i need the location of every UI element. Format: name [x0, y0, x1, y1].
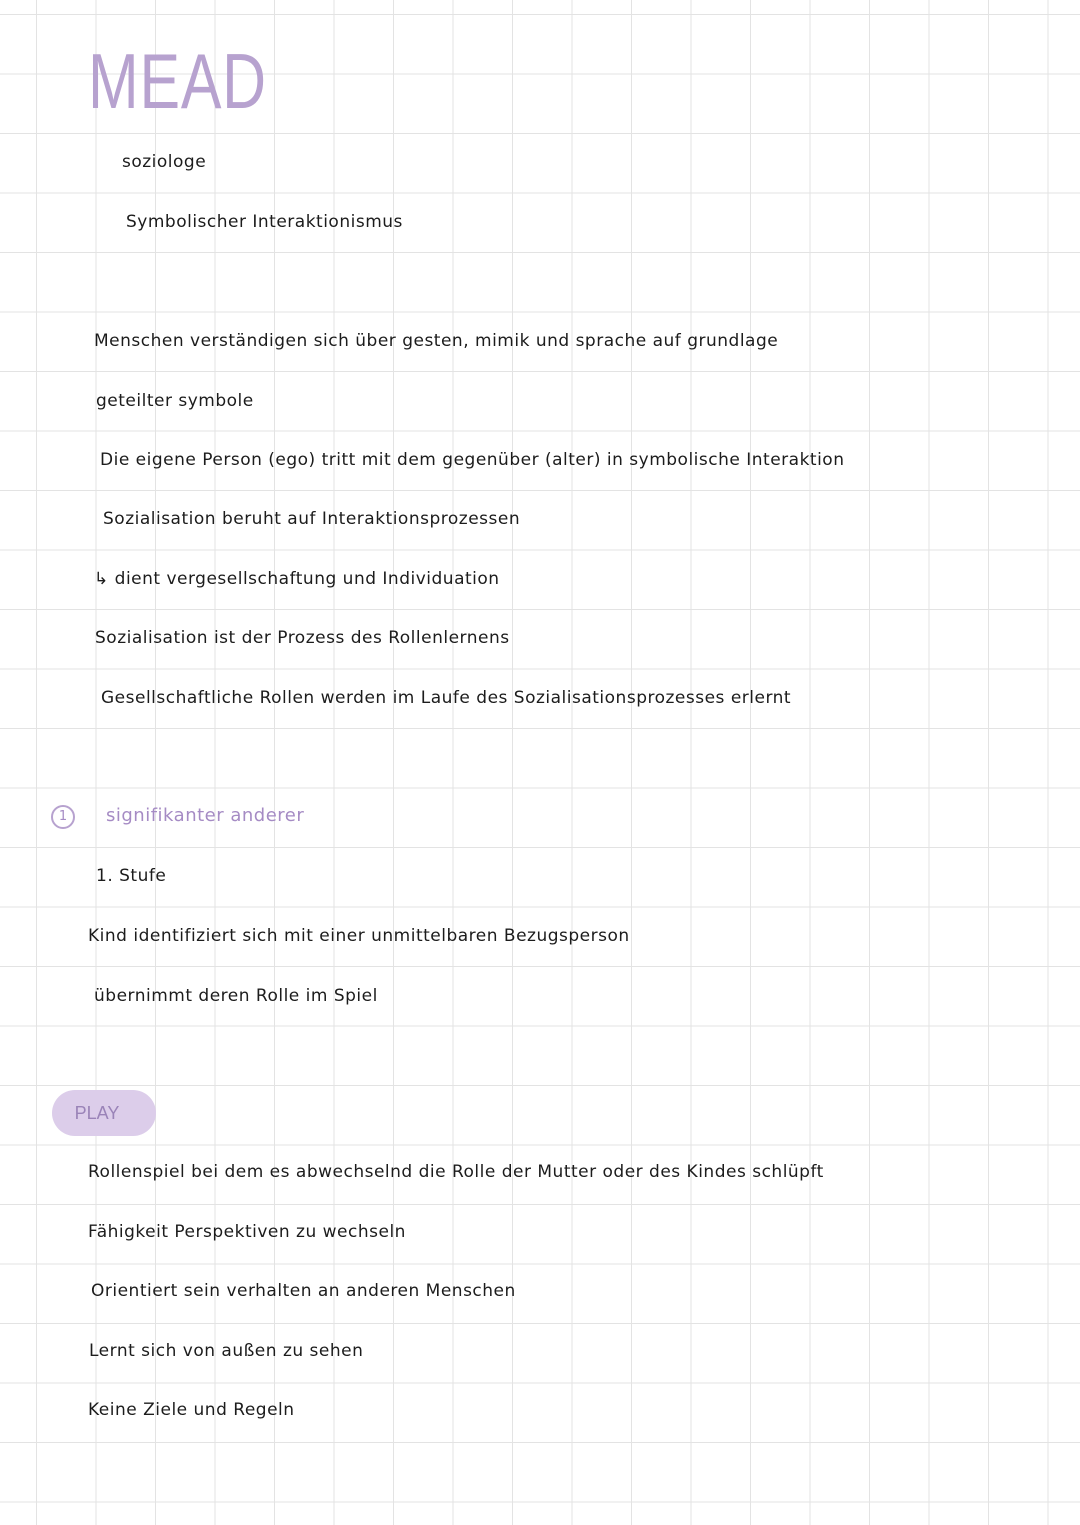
note-line: Keine Ziele und Regeln: [88, 1400, 295, 1420]
section-number-badge: 1: [51, 805, 75, 829]
note-line: Die eigene Person (ego) tritt mit dem gegenüber (alter) in symbolische Interaktion: [100, 450, 845, 470]
play-highlight-label: PLAY: [52, 1090, 156, 1136]
note-line: ↳ dient vergesellschaftung und Individuation: [94, 569, 500, 589]
intro-symbolischer-interaktionismus: Symbolischer Interaktionismus: [126, 212, 403, 232]
page-title: MEAD: [88, 37, 267, 125]
note-line: übernimmt deren Rolle im Spiel: [94, 986, 378, 1006]
note-line: Fähigkeit Perspektiven zu wechseln: [88, 1222, 406, 1242]
note-line: Rollenspiel bei dem es abwechselnd die Rolle der Mutter oder des Kindes schlüpft: [88, 1162, 824, 1182]
note-line: Menschen verständigen sich über gesten, mimik und sprache auf grundlage: [94, 331, 779, 351]
note-line: Kind identifiziert sich mit einer unmittelbaren Bezugsperson: [88, 926, 630, 946]
stage-label: 1. Stufe: [96, 866, 167, 886]
note-line: Gesellschaftliche Rollen werden im Laufe des Sozialisationsprozesses erlernt: [101, 688, 792, 708]
note-line: Sozialisation beruht auf Interaktionsprozessen: [103, 509, 521, 529]
note-line: Lernt sich von außen zu sehen: [89, 1341, 364, 1361]
intro-soziologe: soziologe: [122, 152, 207, 172]
section-heading: signifikanter anderer: [106, 805, 305, 826]
note-line: Sozialisation ist der Prozess des Rollenlernens: [95, 628, 510, 648]
note-line: Orientiert sein verhalten an anderen Menschen: [91, 1281, 516, 1301]
note-line: geteilter symbole: [96, 391, 254, 411]
